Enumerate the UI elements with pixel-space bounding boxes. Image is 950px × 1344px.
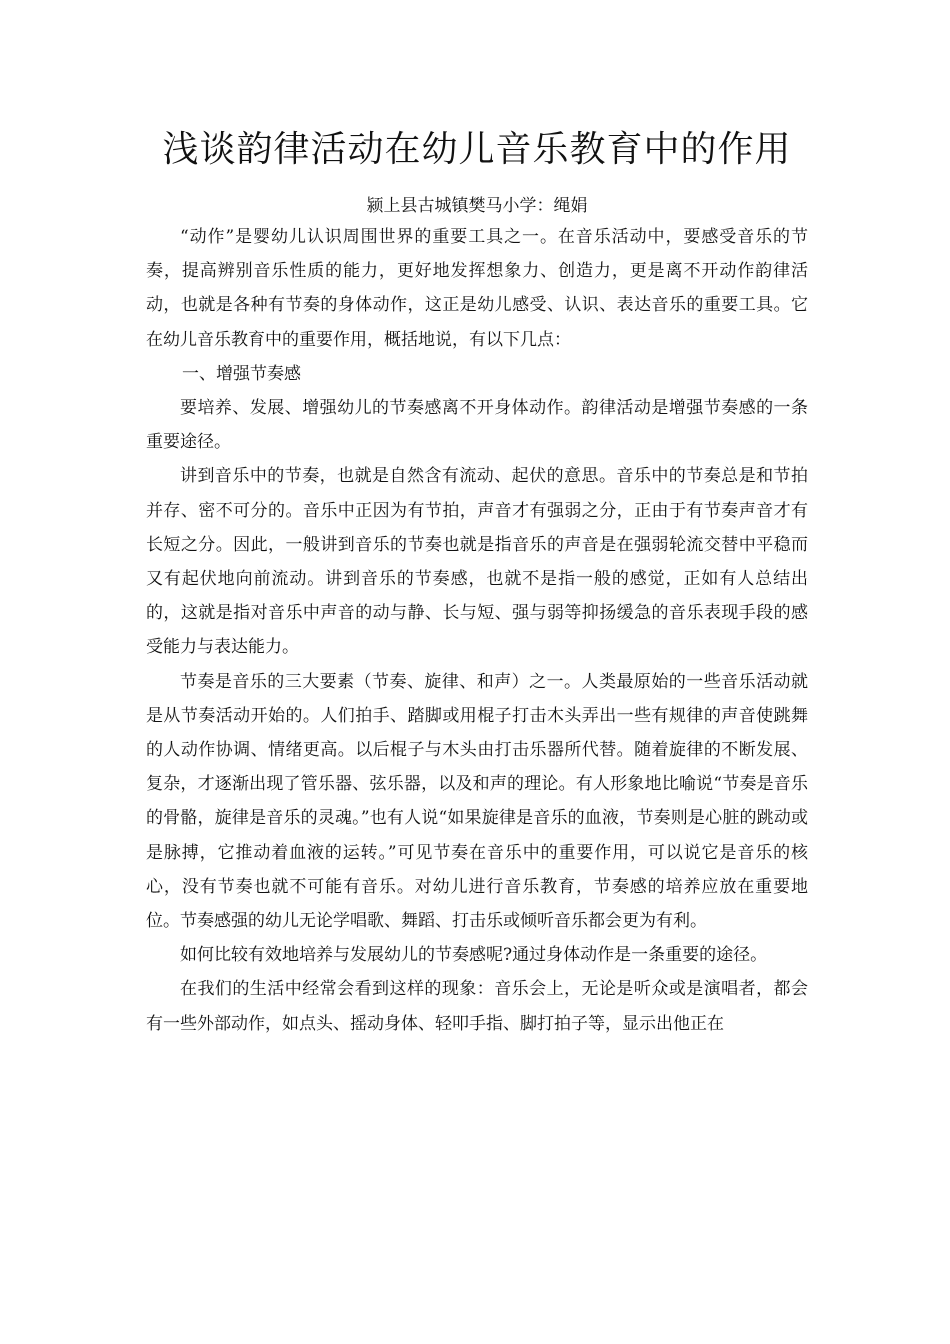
document-page [146,120,808,1041]
paragraph: 如何比较有效地培养与发展幼儿的节奏感呢?通过身体动作是一条重要的途径。 [180,945,768,966]
document-title: 浅谈韵律活动在幼儿音乐教育中的作用 [162,129,792,170]
paragraph: 要培养、发展、增强幼儿的节奏感离不开身体动作。韵律活动是增强节奏感的一条重要途径。 [146,398,808,453]
section-heading: 一、增强节奏感 [182,363,301,384]
document-body [146,220,808,1041]
paragraph: 节奏是音乐的三大要素（节奏、旋律、和声）之一。人类最原始的一些音乐活动就是从节奏活动开始的。人们拍手、踏脚或用棍子打击木头弄出一些有规律的声音使跳舞的人动作协调、情绪更高。以后棍子与木头由打击乐器所代替。随着旋律的不断发展、复杂，才逐渐出现了管乐器、弦乐器，以及和声的理论。有人形象地比喻说“节奏是音乐的骨骼，旋律是音乐的灵魂。”也有人说“如果旋律是音乐的血液，节奏则是心脏的跳动或是脉搏，它推动着血液的运转。”可见节奏在音乐中的重要作用，可以说它是音乐的核心，没有节奏也就不可能有音乐。对幼儿进行音乐教育，节奏感的培养应放在重要地位。节奏感强的幼儿无论学唱歌、舞蹈、打击乐或倾听音乐都会更为有利。 [146,671,808,932]
author-line: 颍上县古城镇樊马小学：绳娟 [366,196,588,216]
paragraph: 讲到音乐中的节奏，也就是自然含有流动、起伏的意思。音乐中的节奏总是和节拍并存、密不可分的。音乐中正因为有节拍，声音才有强弱之分，正由于有节奏声音才有长短之分。因此，一般讲到音乐的节奏也就是指音乐的声音是在强弱轮流交替中平稳而又有起伏地向前流动。讲到音乐的节奏感，也就不是指一般的感觉，正如有人总结出的，这就是指对音乐中声音的动与静、长与短、强与弱等抑扬缓急的音乐表现手段的感受能力与表达能力。 [146,466,808,658]
paragraph: 在我们的生活中经常会看到这样的现象：音乐会上，无论是听众或是演唱者，都会有一些外部动作，如点头、摇动身体、轻叩手指、脚打拍子等，显示出他正在 [146,979,808,1034]
paragraph-intro: “动作”是婴幼儿认识周围世界的重要工具之一。在音乐活动中，要感受音乐的节奏，提高辨别音乐性质的能力，更好地发挥想象力、创造力，更是离不开动作韵律活动，也就是各种有节奏的身体动作，这正是幼儿感受、认识、表达音乐的重要工具。它在幼儿音乐教育中的重要作用，概括地说，有以下几点： [146,227,808,350]
